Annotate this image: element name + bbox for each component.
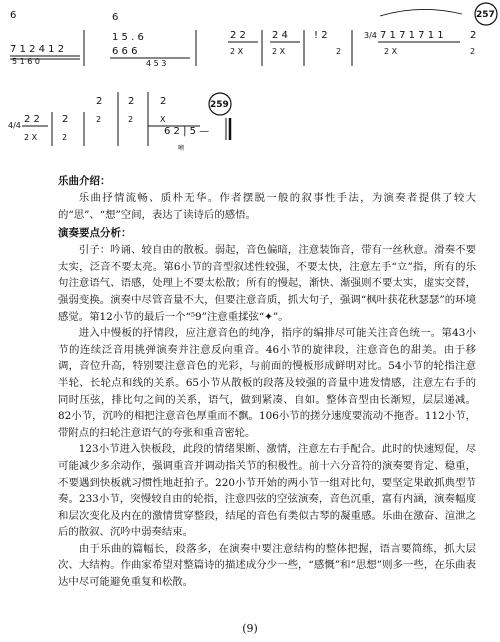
notation-m6-top: ! 2 <box>314 30 328 41</box>
notation-l2-m3-top: 2 <box>96 96 103 107</box>
rehearsal-mark-259-label: 259 <box>210 100 229 110</box>
analysis-paragraph-4: 由于乐曲的篇幅长，段落多，在演奏中要注意结构的整体把握，语言要简练，抓大层次、大结构。作曲家希望对整篇诗的描述成分少一些，“感慨”和“思想”则多一些，在乐曲表达中尽可能避免重复和松散。 <box>58 542 476 589</box>
notation-m8-top: 2 <box>470 30 477 41</box>
analysis-paragraph-1: 引子：吟诵、较自由的散板。弱起，音色偏暗，注意装饰音，带有一丝秋意。滑奏不要太实，泛音不要太亮。第6小节的音型叙述性较强，不要太快，注意左手“立”指，所有的乐句注意语气、语感，处理上不要太松散；所有的慢起，渐快、渐强则不要太实，虚实交替，强弱变换。演奏中尽管音量不大，但要注意音质，抓大句子，强调“枫叶获花秋瑟瑟”的环境感觉。第12小节的最后一个“⁵9”注意重揉弦“✦”。 <box>58 244 476 323</box>
notation-l2-m2-top: 2 <box>62 114 69 125</box>
page-number: (9) <box>242 622 258 635</box>
notation-time-sig-2: 4/4 <box>8 121 21 130</box>
notation-l2-m1-top: 2 2 <box>24 114 40 125</box>
notation-l2-m5-top: 2 <box>160 96 167 107</box>
notation-line-2 <box>8 92 231 152</box>
notation-l2-m1-low: 2 X <box>24 133 38 142</box>
rehearsal-mark-257-label: 257 <box>476 10 495 20</box>
notation-time-sig-1: 3/4 <box>364 31 377 40</box>
notation-m5-top: 2 4 <box>272 30 288 41</box>
body-text <box>58 173 476 591</box>
notation-l2-m3-low: 2 <box>96 115 102 124</box>
notation-m7-notes: 7 1 7 1 7 1 1 <box>380 30 444 41</box>
intro-paragraph: 乐曲抒情流畅、质朴无华。作者摆脱一般的叙事性手法，为演奏者提供了较大的“思”、“想”空间，表达了读诗后的感悟。 <box>58 192 476 221</box>
analysis-paragraph-3: 123小节进入快板段，此段的情绪果断、激情，注意左右手配合。此时的快速短促，尽可能减少多余动作，强调重音并调动指关节的积极性。前十六分音符的演奏要肯定、稳重，不要遇到快板就习惯性地赶拍子。220小节开始的两小节一组对比句，要坚定果敢抓典型节奏。233小节，突慢较自由的轮指，注意四弦的空弦演奏，音色沉重，富有内涵，演奏幅度和层次变化及内在的激情贯穿整段，结尾的音色有类似古琴的凝重感。乐曲在激奋、渲泄之后的散叙、沉吟中弱奏结束。 <box>58 443 476 539</box>
notation-line-1 <box>10 3 497 68</box>
notation-l2-end-text: 嗍 <box>178 145 185 152</box>
notation-m5-low: 2 X <box>272 47 286 56</box>
section-title-intro: 乐曲介绍： <box>58 175 111 187</box>
notation-l2-end: 6 2 | 5 — <box>164 126 210 137</box>
notation-m4-top: 2 2 <box>230 30 246 41</box>
notation-m6-low: 2 <box>336 47 342 56</box>
analysis-paragraph-2: 进入中慢板的抒情段，应注意音色的纯净，指序的编排尽可能关注音色统一。第43小节的连续泛音用挑弹演奏并注意反向重音。46小节的旋律段，注意音色的甜美。由于移调，音位升高，特别要注意音色的光彩，与前面的慢板形成鲜明对比。54小节的轮指注意半轮、长轮点和线的关系。65小节从散板的段落及较强的音量中进发情感，注意左右手的同时压弦，排比句之间的关系，语气，做到紧凑、自如。整体音型由长渐短，层层递减。82小节，沉吟的相把注意音色厚重而不飘。106小节的搓分速度要流动不拖沓。112小节，带附点的扫轮注意语气的夸张和重音密轮。 <box>58 327 476 439</box>
notation-m3-notes: 6 6 6 <box>112 46 138 57</box>
notation-m7-low: 2 X <box>384 47 398 56</box>
notation-l2-m4-low: 2 <box>128 115 134 124</box>
section-title-analysis: 演奏要点分析： <box>58 227 132 240</box>
notation-m3-low: 4 5 3 <box>146 59 167 68</box>
notation-m2-top: 6 <box>112 12 119 23</box>
notation-m4-low: 2 X <box>230 47 244 56</box>
music-notation <box>0 0 500 170</box>
notation-m1-notes: 7 1 2 4 1 2 <box>10 44 65 55</box>
notation-m1-low: 5 1 6 0 <box>12 57 40 66</box>
notation-m2-notes: 1 5 . 6 <box>112 32 144 43</box>
notation-l2-m5-low: X <box>160 115 166 124</box>
notation-m8-low: 2 <box>470 47 476 56</box>
notation-l2-m2-low: 2 <box>62 133 68 142</box>
notation-m1-top: 6 <box>10 10 17 21</box>
notation-l2-m4-top: 2 <box>128 96 135 107</box>
